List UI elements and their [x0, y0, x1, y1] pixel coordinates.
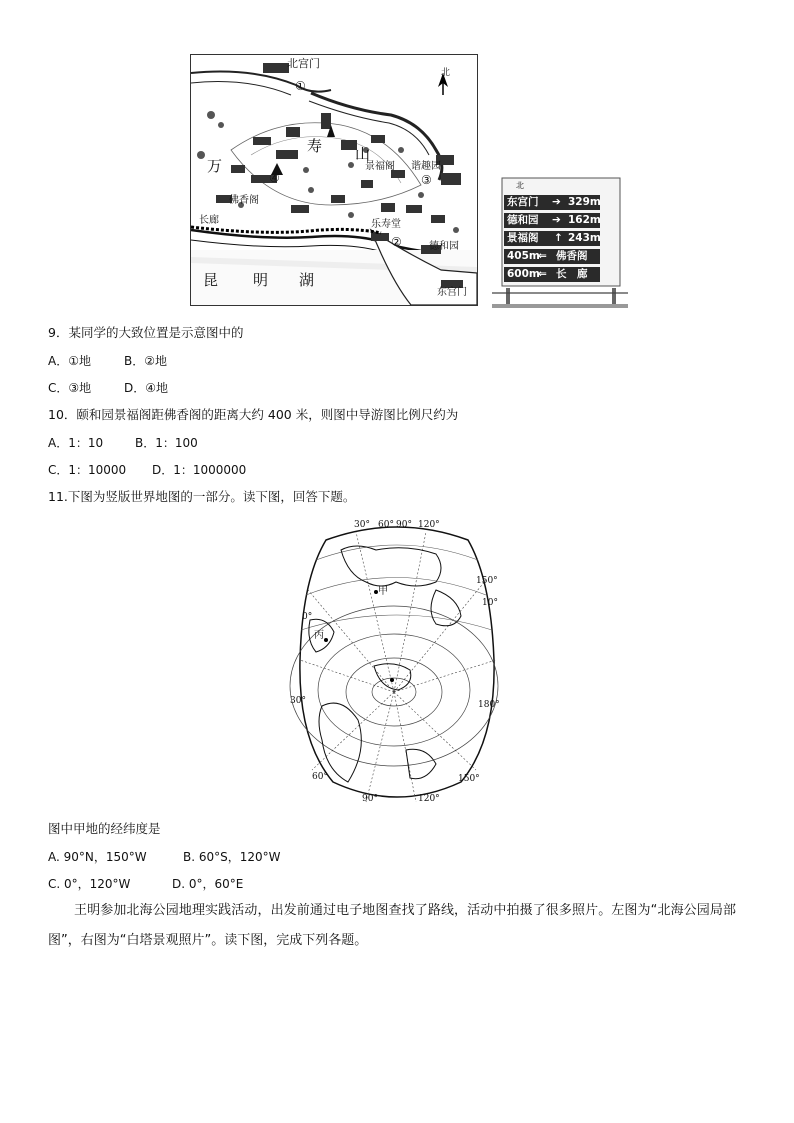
sign-row-3-dist: 243m	[568, 232, 601, 244]
label-xieqiyuan: 谐趣园	[411, 161, 441, 172]
q9-option-d: D．④地	[124, 381, 168, 395]
sign-row-2	[504, 213, 600, 228]
label-hu: 湖	[299, 271, 316, 289]
label-right-180: 180°	[478, 700, 500, 710]
right-arrow-icon: ➔	[552, 196, 561, 208]
q9-option-b: B．②地	[124, 354, 167, 368]
lonlat-option-a: A. 90°N，150°W	[48, 850, 147, 864]
sign-row-5-name: 长 廊	[556, 268, 588, 280]
marker-3: ③	[421, 173, 432, 187]
label-ming: 明	[253, 271, 270, 289]
summer-palace-map-drawing	[191, 55, 477, 305]
q9-option-c: C．③地	[48, 381, 92, 395]
label-shan: 山	[355, 145, 372, 163]
sign-row-4	[504, 249, 600, 264]
label-bottom-120: 120°	[418, 794, 440, 804]
q10-option-b: B．1：100	[135, 436, 198, 450]
lonlat-option-d: D. 0°，60°E	[172, 877, 244, 891]
label-top-120: 120°	[418, 520, 440, 530]
intro-paragraph: 王明参加北海公园地理实践活动，出发前通过电子地图查找了路线，活动中拍摄了很多照片。左图为“北海公园局部图”，右图为“白塔景观照片”。读下图，完成下列各题。	[48, 903, 736, 948]
signboard-north: 北	[516, 181, 524, 190]
label-leshoutang: 乐寿堂	[371, 219, 401, 230]
sign-row-1	[504, 195, 600, 210]
sign-row-3	[504, 231, 600, 246]
label-wan: 万	[207, 157, 224, 175]
q10-option-c: C．1：10000	[48, 463, 127, 477]
label-right-150b: 150°	[458, 774, 480, 784]
label-jia: 甲	[378, 586, 388, 597]
sign-row-3-name: 景福阁	[507, 232, 539, 244]
label-top-90: 90°	[396, 520, 412, 530]
q9-option-a: A．①地	[48, 354, 91, 368]
lonlat-question-stem: 图中甲地的经纬度是	[48, 821, 161, 836]
signboard	[492, 176, 628, 308]
label-top-60: 60°	[378, 520, 394, 530]
right-arrow-icon: ➔	[552, 214, 561, 226]
summer-palace-map	[190, 54, 478, 306]
map-north-label: 北	[441, 68, 451, 78]
label-shou: 寿	[307, 137, 324, 155]
q10-option-d: D．1：1000000	[152, 463, 247, 477]
label-deheyuan: 德和园	[429, 241, 459, 252]
q9-stem: 9．某同学的大致位置是示意图中的	[48, 325, 244, 340]
sign-row-4-dist: 405m	[507, 250, 540, 262]
label-top-30: 30°	[354, 520, 370, 530]
sign-row-4-name: 佛香阁	[556, 250, 588, 262]
q10-option-a: A．1：10	[48, 436, 104, 450]
label-beigongmen: 北宫门	[287, 57, 320, 70]
label-foxiangge: 佛香阁	[229, 195, 259, 206]
world-map-drawing	[286, 520, 508, 810]
label-donggongmen: 东宫门	[437, 287, 467, 298]
sign-row-1-dist: 329m	[568, 196, 601, 208]
label-left-60: 60°	[312, 772, 328, 782]
marker-2: ②	[391, 235, 402, 249]
sign-row-1-name: 东宫门	[507, 196, 539, 208]
marker-4: ④	[269, 171, 280, 185]
left-arrow-icon: ⇐	[538, 268, 547, 280]
label-bottom-90: 90°	[362, 794, 378, 804]
up-arrow-icon: ↑	[554, 232, 563, 244]
label-kun: 昆	[203, 271, 220, 289]
label-left-30: 30°	[290, 696, 306, 706]
sign-row-5-dist: 600m	[507, 268, 540, 280]
world-map	[286, 520, 508, 810]
q11-stem: 11.下图为竖版世界地图的一部分。读下图，回答下题。	[48, 489, 356, 504]
q10-stem: 10．颐和园景福阁距佛香阁的距离大约 400 米，则图中导游图比例尺约为	[48, 407, 459, 422]
label-right-150: 150°	[476, 576, 498, 586]
label-left-0: 0°	[302, 612, 313, 622]
lonlat-option-b: B. 60°S，120°W	[183, 850, 281, 864]
left-arrow-icon: ⇐	[538, 250, 547, 262]
label-bing: 丙	[314, 630, 324, 641]
marker-1: ①	[295, 79, 306, 93]
label-right-10: 10°	[482, 598, 498, 608]
label-changlang: 长廊	[199, 215, 219, 226]
sign-row-5	[504, 267, 600, 282]
sign-row-2-dist: 162m	[568, 214, 601, 226]
sign-row-2-name: 德和园	[507, 214, 539, 226]
lonlat-option-c: C. 0°，120°W	[48, 877, 131, 891]
label-jingfuge: 景福阁	[365, 161, 395, 172]
